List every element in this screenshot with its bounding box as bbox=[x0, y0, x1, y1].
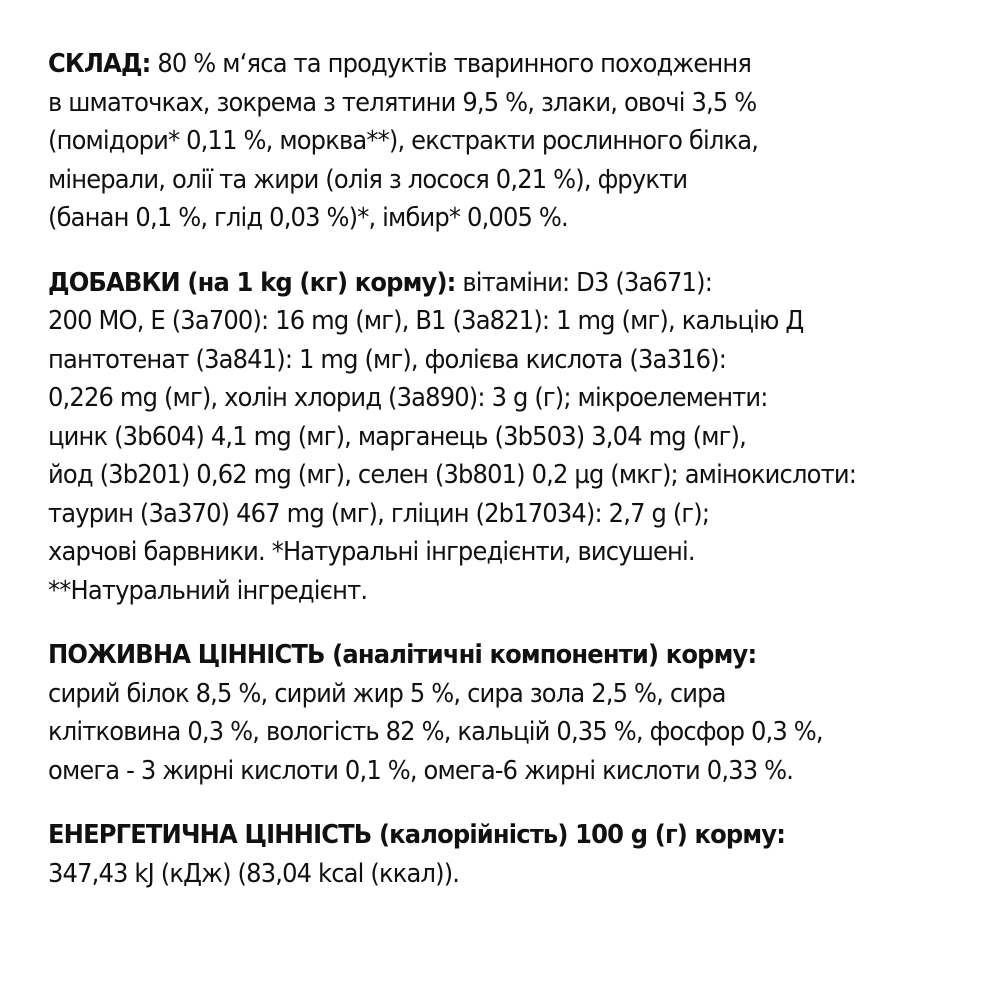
composition-heading: СКЛАД: bbox=[48, 49, 151, 79]
composition-line: (банан 0,1 %, глід 0,03 %)*, імбир* 0,005 %. bbox=[48, 203, 568, 233]
product-label-text bbox=[48, 45, 978, 893]
additives-text: вітаміни: D3 (3а671): bbox=[455, 267, 713, 298]
additives-line: пантотенат (3а841): 1 mg (мг), фолієва кислота (3а316): bbox=[48, 344, 727, 375]
composition-line: мінерали, олії та жири (олія з лосося 0,21 %), фрукти bbox=[48, 164, 688, 195]
additives-line: йод (3b201) 0,62 mg (мг), селен (3b801) 0,2 µg (мкг); амінокислоти: bbox=[48, 460, 857, 490]
nutrition-line: клітковина 0,3 %, вологість 82 %, кальцій 0,35 %, фосфор 0,3 %, bbox=[48, 717, 823, 747]
additives-line: таурин (3а370) 467 mg (мг), гліцин (2b17034): 2,7 g (г); bbox=[48, 498, 710, 529]
additives-line: харчові барвники. *Натуральні інгредієнти, висушені. bbox=[48, 537, 695, 567]
additives-line: **Натуральний інгредієнт. bbox=[48, 575, 368, 606]
nutrition-line: сирий білок 8,5 %, сирий жир 5 %, сира зола 2,5 %, сира bbox=[48, 678, 726, 709]
composition-line: (помідори* 0,11 %, морква**), екстракти рослинного білка, bbox=[48, 126, 759, 156]
nutrition-section bbox=[48, 636, 978, 790]
nutrition-line: омега - 3 жирні кислоти 0,1 %, омега-6 жирні кислоти 0,33 %. bbox=[48, 755, 794, 786]
energy-section bbox=[48, 816, 978, 893]
nutrition-heading: ПОЖИВНА ЦІННІСТЬ (аналітичні компоненти) корму: bbox=[48, 640, 757, 670]
composition-line: в шматочках, зокрема з телятини 9,5 %, злаки, овочі 3,5 % bbox=[48, 87, 757, 118]
additives-line: цинк (3b604) 4,1 mg (мг), марганець (3b503) 3,04 mg (мг), bbox=[48, 421, 746, 452]
additives-heading: ДОБАВКИ (на 1 kg (кг) корму): bbox=[48, 267, 456, 298]
additives-section bbox=[48, 264, 978, 611]
energy-heading: ЕНЕРГЕТИЧНА ЦІННІСТЬ (калорійність) 100 g (г) корму: bbox=[48, 820, 786, 850]
additives-first-line bbox=[48, 264, 913, 303]
composition-first-line bbox=[48, 45, 913, 84]
energy-line: 347,43 kJ (кДж) (83,04 kcal (ккал)). bbox=[48, 858, 460, 889]
composition-section bbox=[48, 45, 978, 238]
additives-line: 200 МО, Е (3а700): 16 mg (мг), B1 (3а821): 1 mg (мг), кальцію Д bbox=[48, 306, 804, 336]
composition-text: 80 % м‘яса та продуктів тваринного походження bbox=[150, 49, 752, 79]
additives-line: 0,226 mg (мг), холін хлорид (3а890): 3 g (г); мікроелементи: bbox=[48, 383, 768, 413]
